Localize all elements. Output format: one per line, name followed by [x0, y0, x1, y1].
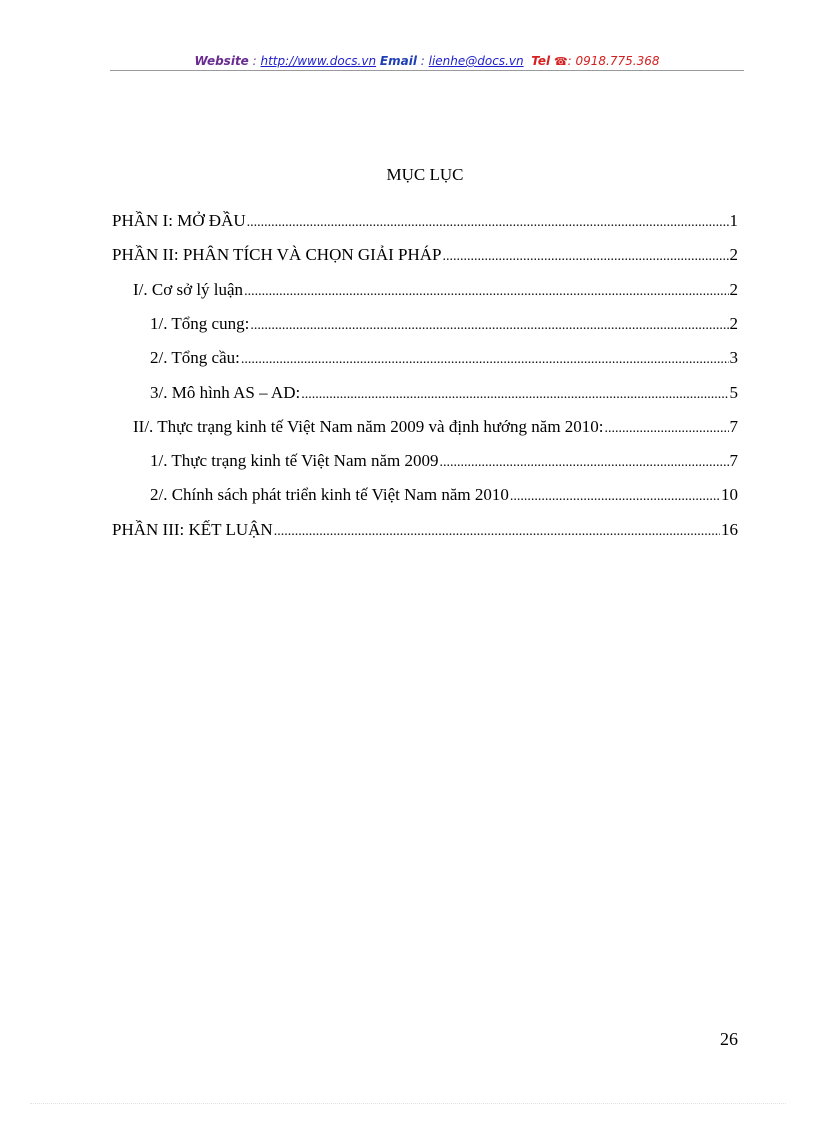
toc-entry[interactable]: [150, 348, 738, 370]
toc-dot-leader: [241, 350, 729, 370]
toc-dot-leader: [244, 282, 728, 302]
header-divider: [110, 70, 744, 71]
toc-entry-title: PHẦN II: PHÂN TÍCH VÀ CHỌN GIẢI PHÁP: [112, 245, 442, 264]
toc-entry[interactable]: [133, 417, 738, 439]
toc-entry-title: 2/. Tổng cầu:: [150, 348, 240, 367]
page-number: 26: [720, 1029, 738, 1049]
toc-entry-page: 7: [729, 451, 738, 470]
toc-entry[interactable]: [150, 314, 738, 336]
toc-entry-title: 1/. Thực trạng kinh tế Việt Nam năm 2009: [150, 451, 439, 470]
website-label: Website: [194, 54, 249, 68]
toc-dot-leader: [442, 247, 728, 267]
toc-entry-page: 5: [729, 383, 738, 402]
website-link[interactable]: http://www.docs.vn: [260, 54, 377, 68]
toc-entry-page: 16: [721, 520, 738, 539]
toc-entry[interactable]: [150, 485, 738, 507]
toc-entry-title: 2/. Chính sách phát triển kinh tế Việt Nam năm 2010: [150, 485, 509, 504]
page-header: [110, 52, 744, 70]
email-label: Email: [379, 54, 417, 68]
toc-entry[interactable]: [112, 211, 738, 233]
toc-dot-leader: [247, 213, 729, 233]
toc-entry-title: PHẦN III: KẾT LUẬN: [112, 520, 273, 539]
toc-title: MỤC LỤC: [386, 165, 464, 184]
toc-entry-page: 10: [721, 485, 738, 504]
toc-dot-leader: [440, 453, 729, 473]
toc-entry[interactable]: [112, 245, 738, 267]
email-link[interactable]: lienhe@docs.vn: [428, 54, 524, 68]
toc-entry-page: 1: [729, 211, 738, 230]
toc-dot-leader: [250, 316, 728, 336]
toc-entry[interactable]: [150, 451, 738, 473]
toc-entry-title: II/. Thực trạng kinh tế Việt Nam năm 2009 và định hướng năm 2010:: [133, 417, 604, 436]
tel-value: : 0918.775.368: [567, 54, 660, 68]
toc-entry[interactable]: [150, 383, 738, 405]
toc-dot-leader: [605, 419, 729, 439]
toc-entry-page: 2: [729, 245, 738, 264]
email-separator: :: [416, 54, 429, 68]
toc-dot-leader: [510, 487, 720, 507]
toc-entry-title: PHẦN I: MỞ ĐẦU: [112, 211, 246, 230]
toc-entry-title: 1/. Tổng cung:: [150, 314, 250, 333]
telephone-icon: ☎: [553, 55, 568, 68]
toc-entry-page: 3: [729, 348, 738, 367]
tel-label: Tel: [531, 54, 551, 68]
website-separator: :: [248, 54, 261, 68]
toc-entry-page: 2: [729, 314, 738, 333]
footer-divider: [30, 1103, 786, 1104]
toc-entry-page: 7: [729, 417, 738, 436]
toc-entry-title: I/. Cơ sở lý luận: [133, 280, 244, 299]
toc-entry[interactable]: [133, 280, 738, 302]
toc-entry-page: 2: [729, 280, 738, 299]
toc-dot-leader: [274, 522, 720, 542]
toc-entry-title: 3/. Mô hình AS – AD:: [150, 383, 301, 402]
toc-dot-leader: [301, 385, 728, 405]
toc-entry[interactable]: [112, 520, 738, 542]
